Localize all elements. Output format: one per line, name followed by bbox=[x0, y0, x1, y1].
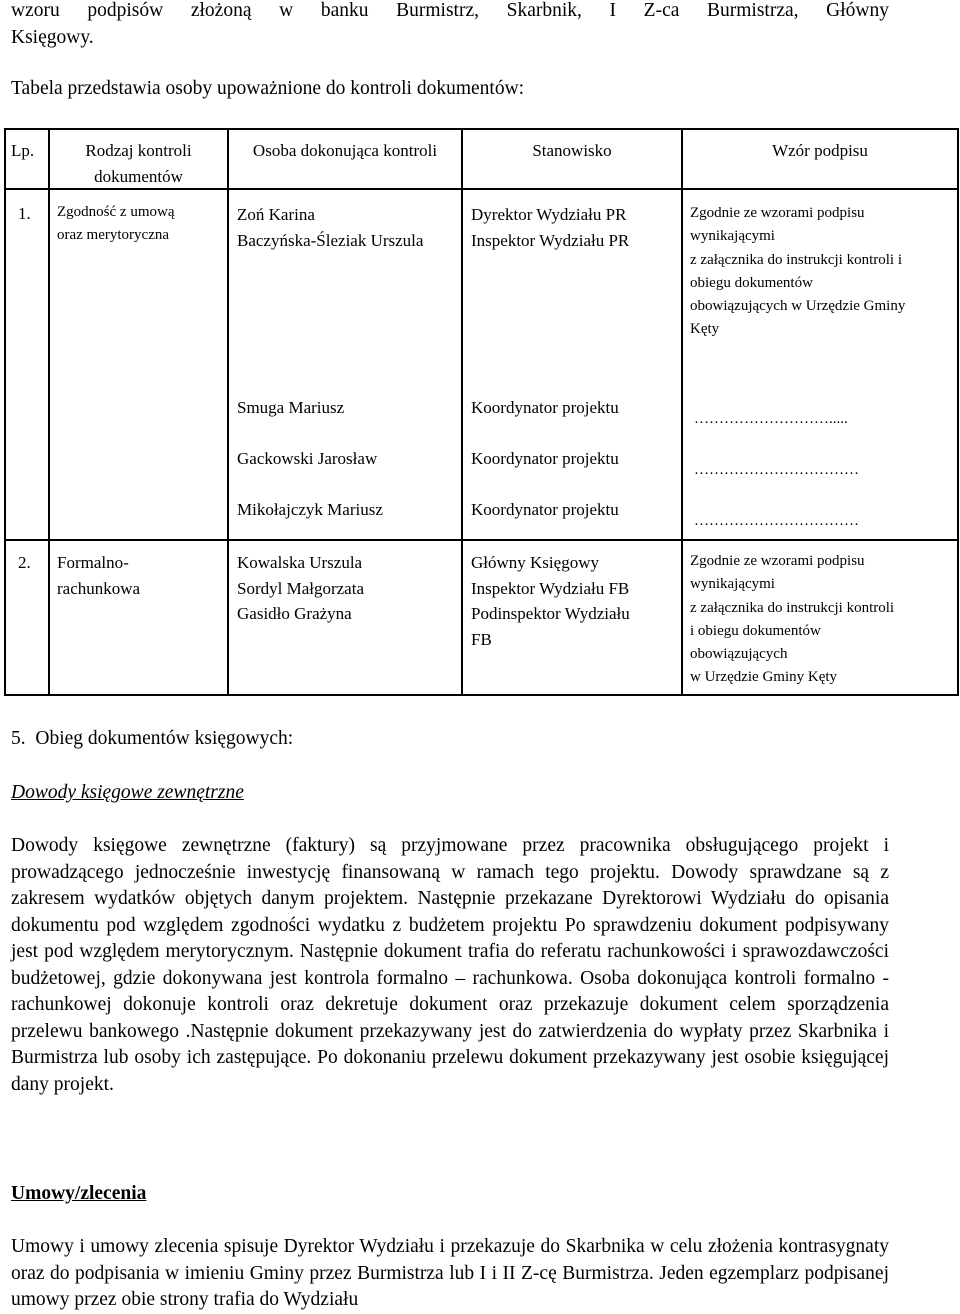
koordynator-stanowisko: Koordynator projektu bbox=[471, 449, 619, 468]
row1-koordynatorzy-podpisy bbox=[694, 394, 859, 547]
row1-stanowisko: Inspektor Wydziału PR bbox=[471, 230, 630, 250]
table-intro: Tabela przedstawia osoby upoważnione do kontroli dokumentów: bbox=[11, 78, 525, 99]
row2-stanowisko: Podinspektor Wydziału bbox=[471, 604, 630, 623]
header-osoba: Osoba dokonująca kontroli bbox=[252, 141, 438, 160]
row2-rodzaj-line2: rachunkowa bbox=[57, 578, 141, 598]
row2-wzor-line: Zgodnie ze wzorami podpisu bbox=[690, 553, 865, 569]
row1-osoba: Baczyńska-Śleziak Urszula bbox=[237, 230, 424, 250]
paragraph-umowy: Umowy i umowy zlecenia spisuje Dyrektor Wydziału i przekazuje do Skarbnika w celu złożenia kontrasygnaty oraz do podpisania w imieniu Gminy przez Burmistrza lub I i II Z-cę Burmistrza. Jeden egzemplarz podpisanej umowy przez obie strony trafia do Wydziału bbox=[11, 1236, 889, 1310]
header-stanowisko: Stanowisko bbox=[532, 141, 612, 160]
header-wzor: Wzór podpisu bbox=[772, 141, 868, 160]
row2-wzor-line: z załącznika do instrukcji kontroli bbox=[690, 599, 895, 616]
row2-rodzaj bbox=[57, 550, 140, 601]
row2-osoba: Gasidło Grażyna bbox=[237, 604, 352, 623]
koordynator-stanowisko: Koordynator projektu bbox=[471, 398, 619, 417]
row1-wzor bbox=[690, 202, 905, 342]
row1-osoba: Zoń Karina bbox=[237, 205, 315, 224]
row1-wzor-line: Kęty bbox=[690, 321, 720, 338]
row1-stanowiska bbox=[471, 202, 629, 253]
row1-rodzaj bbox=[57, 201, 174, 248]
row1-koordynatorzy-stanowiska bbox=[471, 382, 619, 535]
row1-wzor-line: obowiązujących w Urzędzie Gminy bbox=[690, 298, 906, 315]
row2-wzor-line: i obiegu dokumentów bbox=[690, 622, 821, 639]
row1-rodzaj-line2: oraz merytoryczna bbox=[57, 227, 170, 244]
koordynator-osoba: Mikołajczyk Mariusz bbox=[237, 500, 383, 519]
header-rodzaj-line1: Rodzaj kontroli bbox=[85, 141, 192, 160]
row1-wzor-line: z załącznika do instrukcji kontroli i bbox=[690, 251, 903, 268]
row1-rodzaj-line1: Zgodność z umową bbox=[57, 204, 175, 220]
signature-placeholder: …………………………… bbox=[694, 513, 859, 529]
row1-koordynatorzy bbox=[237, 382, 383, 535]
row2-lp: 2. bbox=[18, 553, 31, 572]
row2-osoba: Kowalska Urszula bbox=[237, 553, 363, 572]
paragraph-dowody: Dowody księgowe zewnętrzne (faktury) są przyjmowane przez pracownika obsługującego projekt i prowadzącego jednocześnie inwestycję finansowaną w ramach tego projektu. Dowody sprawdzane są z zakresem wydatków objętych danym projektem. Następnie przekazane Dyrektorowi Wydziału do opisania dokumentu pod względem zgodności wydatku z budżetem projektu Po sprawdzeniu dokument podpisywany jest pod względem merytorycznym. Następnie dokument trafia do referatu rachunkowości i sprawozdawczości budżetowej, gdzie dokonywana jest kontrola formalno – rachunkowa. Osoba dokonująca kontroli formalno - rachunkowej dokonuje kontroli oraz dekretuje dokument oraz przekazuje dokument celem sporządzenia przelewu bankowego .Następnie dokument przekazywany jest do zatwierdzenia do wypłaty przez Skarbnika i Burmistrza lub osoby ich zastępujące. Po dokonaniu przelewu dokument przekazywany jest osobie księgującej dany projekt. bbox=[11, 835, 889, 1095]
row2-stanowisko: Główny Księgowy bbox=[471, 553, 599, 572]
header-rodzaj-kontroli bbox=[50, 138, 227, 189]
row2-osoba: Sordyl Małgorzata bbox=[237, 578, 364, 598]
row1-wzor-line: obiegu dokumentów bbox=[690, 274, 813, 291]
header-lp: Lp. bbox=[11, 141, 35, 160]
row1-wzor-line: Zgodnie ze wzorami podpisu bbox=[690, 205, 865, 221]
authorization-table bbox=[4, 128, 959, 696]
top-paragraph-line1: wzoru podpisów złożoną w banku Burmistrz, Skarbnik, I Z-ca Burmistrza, Główny bbox=[11, 0, 889, 21]
top-paragraph-line2: Księgowy. bbox=[11, 26, 94, 48]
row2-stanowisko: Inspektor Wydziału FB bbox=[471, 578, 630, 598]
koordynator-osoba: Gackowski Jarosław bbox=[237, 449, 378, 468]
row2-wzor bbox=[690, 550, 894, 690]
koordynator-osoba: Smuga Mariusz bbox=[237, 398, 345, 417]
row2-stanowiska bbox=[471, 550, 630, 652]
row1-osoby bbox=[237, 202, 423, 253]
row1-wzor-line: wynikającymi bbox=[690, 228, 775, 245]
row2-wzor-line: obowiązujących bbox=[690, 646, 788, 663]
signature-placeholder: …………………………… bbox=[694, 462, 859, 478]
subheading-dowody: Dowody księgowe zewnętrzne bbox=[11, 782, 244, 803]
signature-placeholder: ………………………..... bbox=[694, 411, 848, 427]
section-title: 5. Obieg dokumentów księgowych: bbox=[11, 728, 294, 749]
koordynator-stanowisko: Koordynator projektu bbox=[471, 500, 619, 519]
header-rodzaj-line2: dokumentów bbox=[94, 166, 183, 186]
top-paragraph bbox=[11, 0, 889, 51]
row2-rodzaj-line1: Formalno- bbox=[57, 553, 129, 572]
row2-osoby bbox=[237, 550, 364, 627]
row1-stanowisko: Dyrektor Wydziału PR bbox=[471, 205, 627, 224]
row2-wzor-line: w Urzędzie Gminy Kęty bbox=[690, 669, 838, 686]
row2-wzor-line: wynikającymi bbox=[690, 576, 775, 593]
subheading-umowy: Umowy/zlecenia bbox=[11, 1183, 147, 1204]
row2-stanowisko: FB bbox=[471, 629, 492, 649]
row1-lp: 1. bbox=[18, 204, 31, 223]
